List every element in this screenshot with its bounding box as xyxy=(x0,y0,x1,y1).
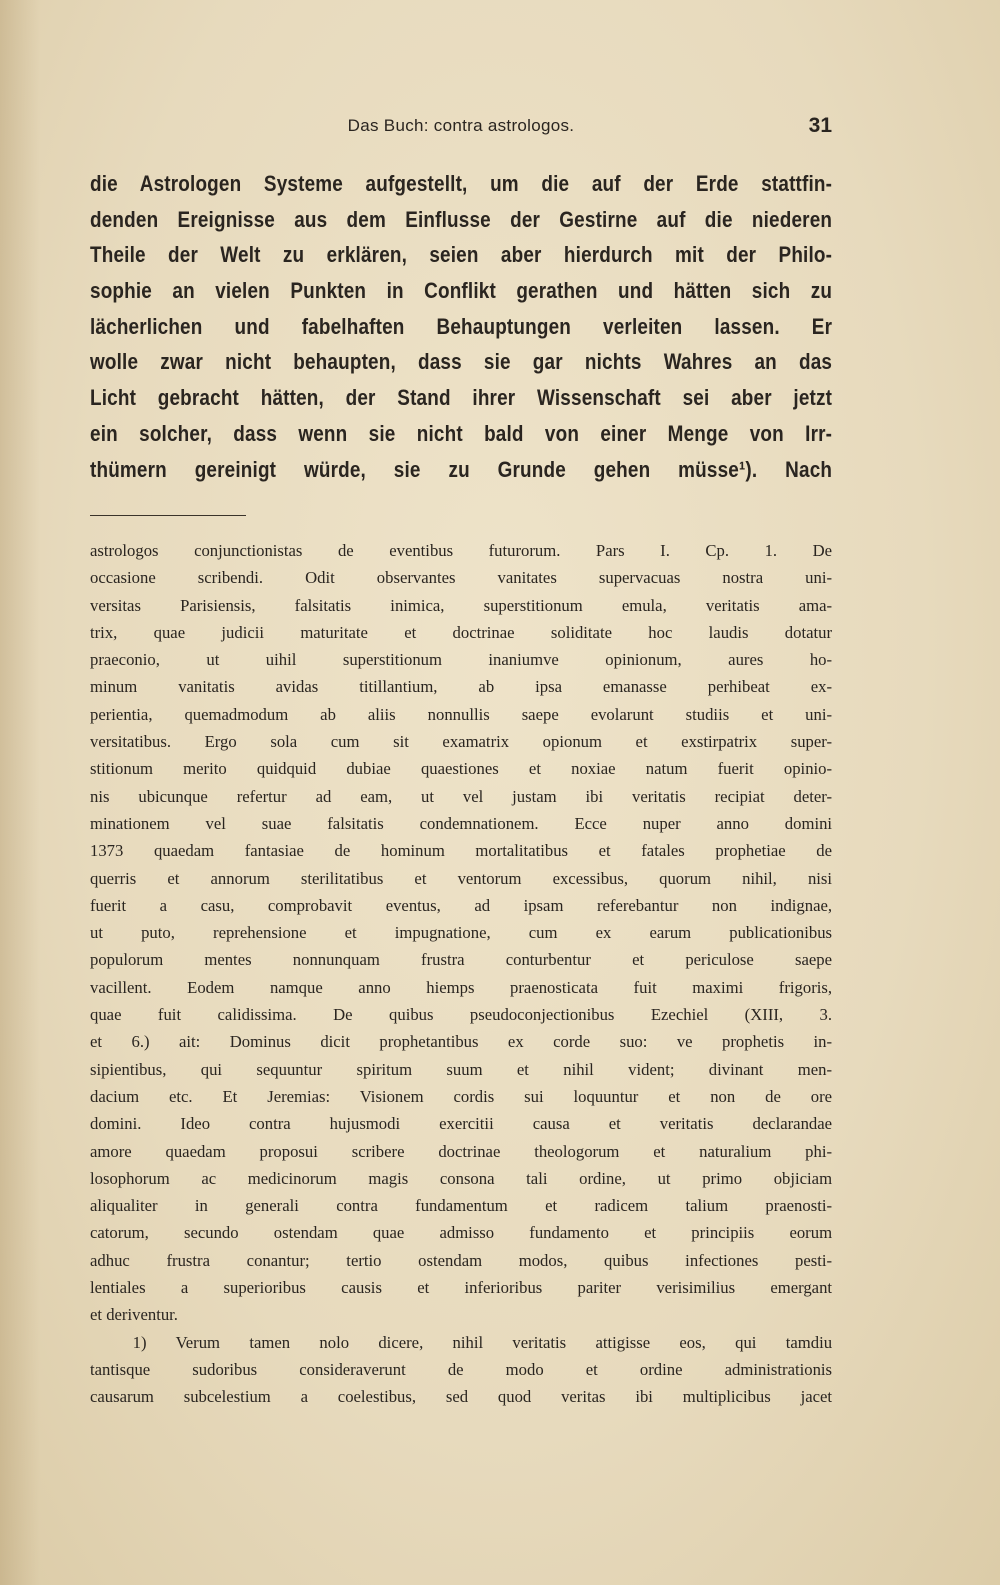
footnote-line: versitatibus. Ergo sola cum sit examatrix opionum et exstirpatrix super- xyxy=(90,732,833,752)
footnote-line: trix, quae judicii maturitate et doctrinae soliditate hoc laudis dotatur xyxy=(90,622,833,642)
footnote-line: ut puto, reprehensione et impugnatione, cum ex earum publicationibus xyxy=(90,923,833,943)
main-text-line: denden Ereignisse aus dem Einflusse der Gestirne auf die niederen xyxy=(90,206,833,232)
page-header xyxy=(90,114,832,144)
main-text-line: wolle zwar nicht behaupten, dass sie gar nichts Wahres an das xyxy=(90,349,833,375)
footnote-line: praeconio, ut uihil superstitionum inaniumve opinionum, aures ho- xyxy=(90,650,833,670)
footnote-line: fuerit a casu, comprobavit eventus, ad ipsam referebantur non indignae, xyxy=(90,895,833,915)
footnote-line: aliqualiter in generali contra fundamentum et radicem talium praenosti- xyxy=(90,1196,833,1216)
footnote-line: losophorum ac medicinorum magis consona tali ordine, ut primo objiciam xyxy=(90,1168,833,1188)
footnote-divider xyxy=(90,515,246,516)
main-text-line: die Astrologen Systeme aufgestellt, um die auf der Erde stattfin- xyxy=(90,171,833,196)
main-text-line: sophie an vielen Punkten in Conflikt gerathen und hätten sich zu xyxy=(90,278,833,304)
footnote-line: 1373 quaedam fantasiae de hominum mortalitatibus et fatales prophetiae de xyxy=(90,841,833,861)
footnote-line: adhuc frustra conantur; tertio ostendam modos, quibus infectiones pesti- xyxy=(90,1250,833,1270)
footnote-line: populorum mentes nonnunquam frustra conturbentur et periculose saepe xyxy=(90,950,833,970)
footnote-line: 1) Verum tamen nolo dicere, nihil veritatis attigisse eos, qui tamdiu xyxy=(132,1332,833,1352)
footnote-line: astrologos conjunctionistas de eventibus futurorum. Pars I. Cp. 1. De xyxy=(90,541,833,560)
footnote-line: stitionum merito quidquid dubiae quaestiones et noxiae natum fuerit opinio- xyxy=(90,759,833,779)
main-text xyxy=(90,166,832,487)
main-text-line: Licht gebracht hätten, der Stand ihrer Wissenschaft sei aber jetzt xyxy=(90,385,833,411)
footnote-line: catorum, secundo ostendam quae admisso fundamento et principiis eorum xyxy=(90,1223,833,1243)
footnote-line: quae fuit calidissima. De quibus pseudoconjectionibus Ezechiel (XIII, 3. xyxy=(90,1005,833,1025)
footnote-line: causarum subcelestium a coelestibus, sed quod veritas ibi multiplicibus jacet xyxy=(90,1387,833,1407)
footnote-line: vacillent. Eodem namque anno hiemps praenosticata fuit maximi frigoris, xyxy=(90,977,833,997)
footnote-line: querris et annorum sterilitatibus et ventorum excessibus, quorum nihil, nisi xyxy=(90,868,833,888)
footnote-line: versitas Parisiensis, falsitatis inimica, superstitionum emula, veritatis ama- xyxy=(90,595,833,615)
footnote-line: sipientibus, qui sequuntur spiritum suum et nihil vident; divinant men- xyxy=(90,1059,833,1079)
footnote-line: tantisque sudoribus consideraverunt de modo et ordine administrationis xyxy=(90,1359,833,1379)
footnotes xyxy=(90,537,832,1411)
footnote-line: dacium etc. Et Jeremias: Visionem cordis sui loquuntur et non de ore xyxy=(90,1086,833,1106)
footnote-line: occasione scribendi. Odit observantes vanitates supervacuas nostra uni- xyxy=(90,568,833,588)
main-text-line: Theile der Welt zu erklären, seien aber hierdurch mit der Philo- xyxy=(90,242,833,268)
footnote-line: et 6.) ait: Dominus dicit prophetantibus ex corde suo: ve prophetis in- xyxy=(90,1032,833,1052)
main-text-line: thümern gereinigt würde, sie zu Grunde gehen müsse¹). Nach xyxy=(90,456,833,482)
footnote-line: minationem vel suae falsitatis condemnationem. Ecce nuper anno domini xyxy=(90,813,833,833)
running-title: Das Buch: contra astrologos. xyxy=(347,116,575,135)
main-text-line: ein solcher, dass wenn sie nicht bald von einer Menge von Irr- xyxy=(90,420,833,446)
footnote-line: et deriventur. xyxy=(90,1305,178,1325)
page-number: 31 xyxy=(808,114,832,137)
footnote-line: minum vanitatis avidas titillantium, ab ipsa emanasse perhibeat ex- xyxy=(90,677,833,697)
footnote-line: lentiales a superioribus causis et inferioribus pariter verisimilius emergant xyxy=(90,1278,833,1298)
main-text-line: lächerlichen und fabelhaften Behauptungen verleiten lassen. Er xyxy=(90,313,833,339)
footnote-line: domini. Ideo contra hujusmodi exercitii causa et veritatis declarandae xyxy=(90,1114,833,1134)
footnote-line: amore quaedam proposui scribere doctrinae theologorum et naturalium phi- xyxy=(90,1141,833,1161)
footnote-line: nis ubicunque refertur ad eam, ut vel justam ibi veritatis recipiat deter- xyxy=(90,786,833,806)
footnote-line: perientia, quemadmodum ab aliis nonnullis saepe evolarunt studiis et uni- xyxy=(90,704,833,724)
